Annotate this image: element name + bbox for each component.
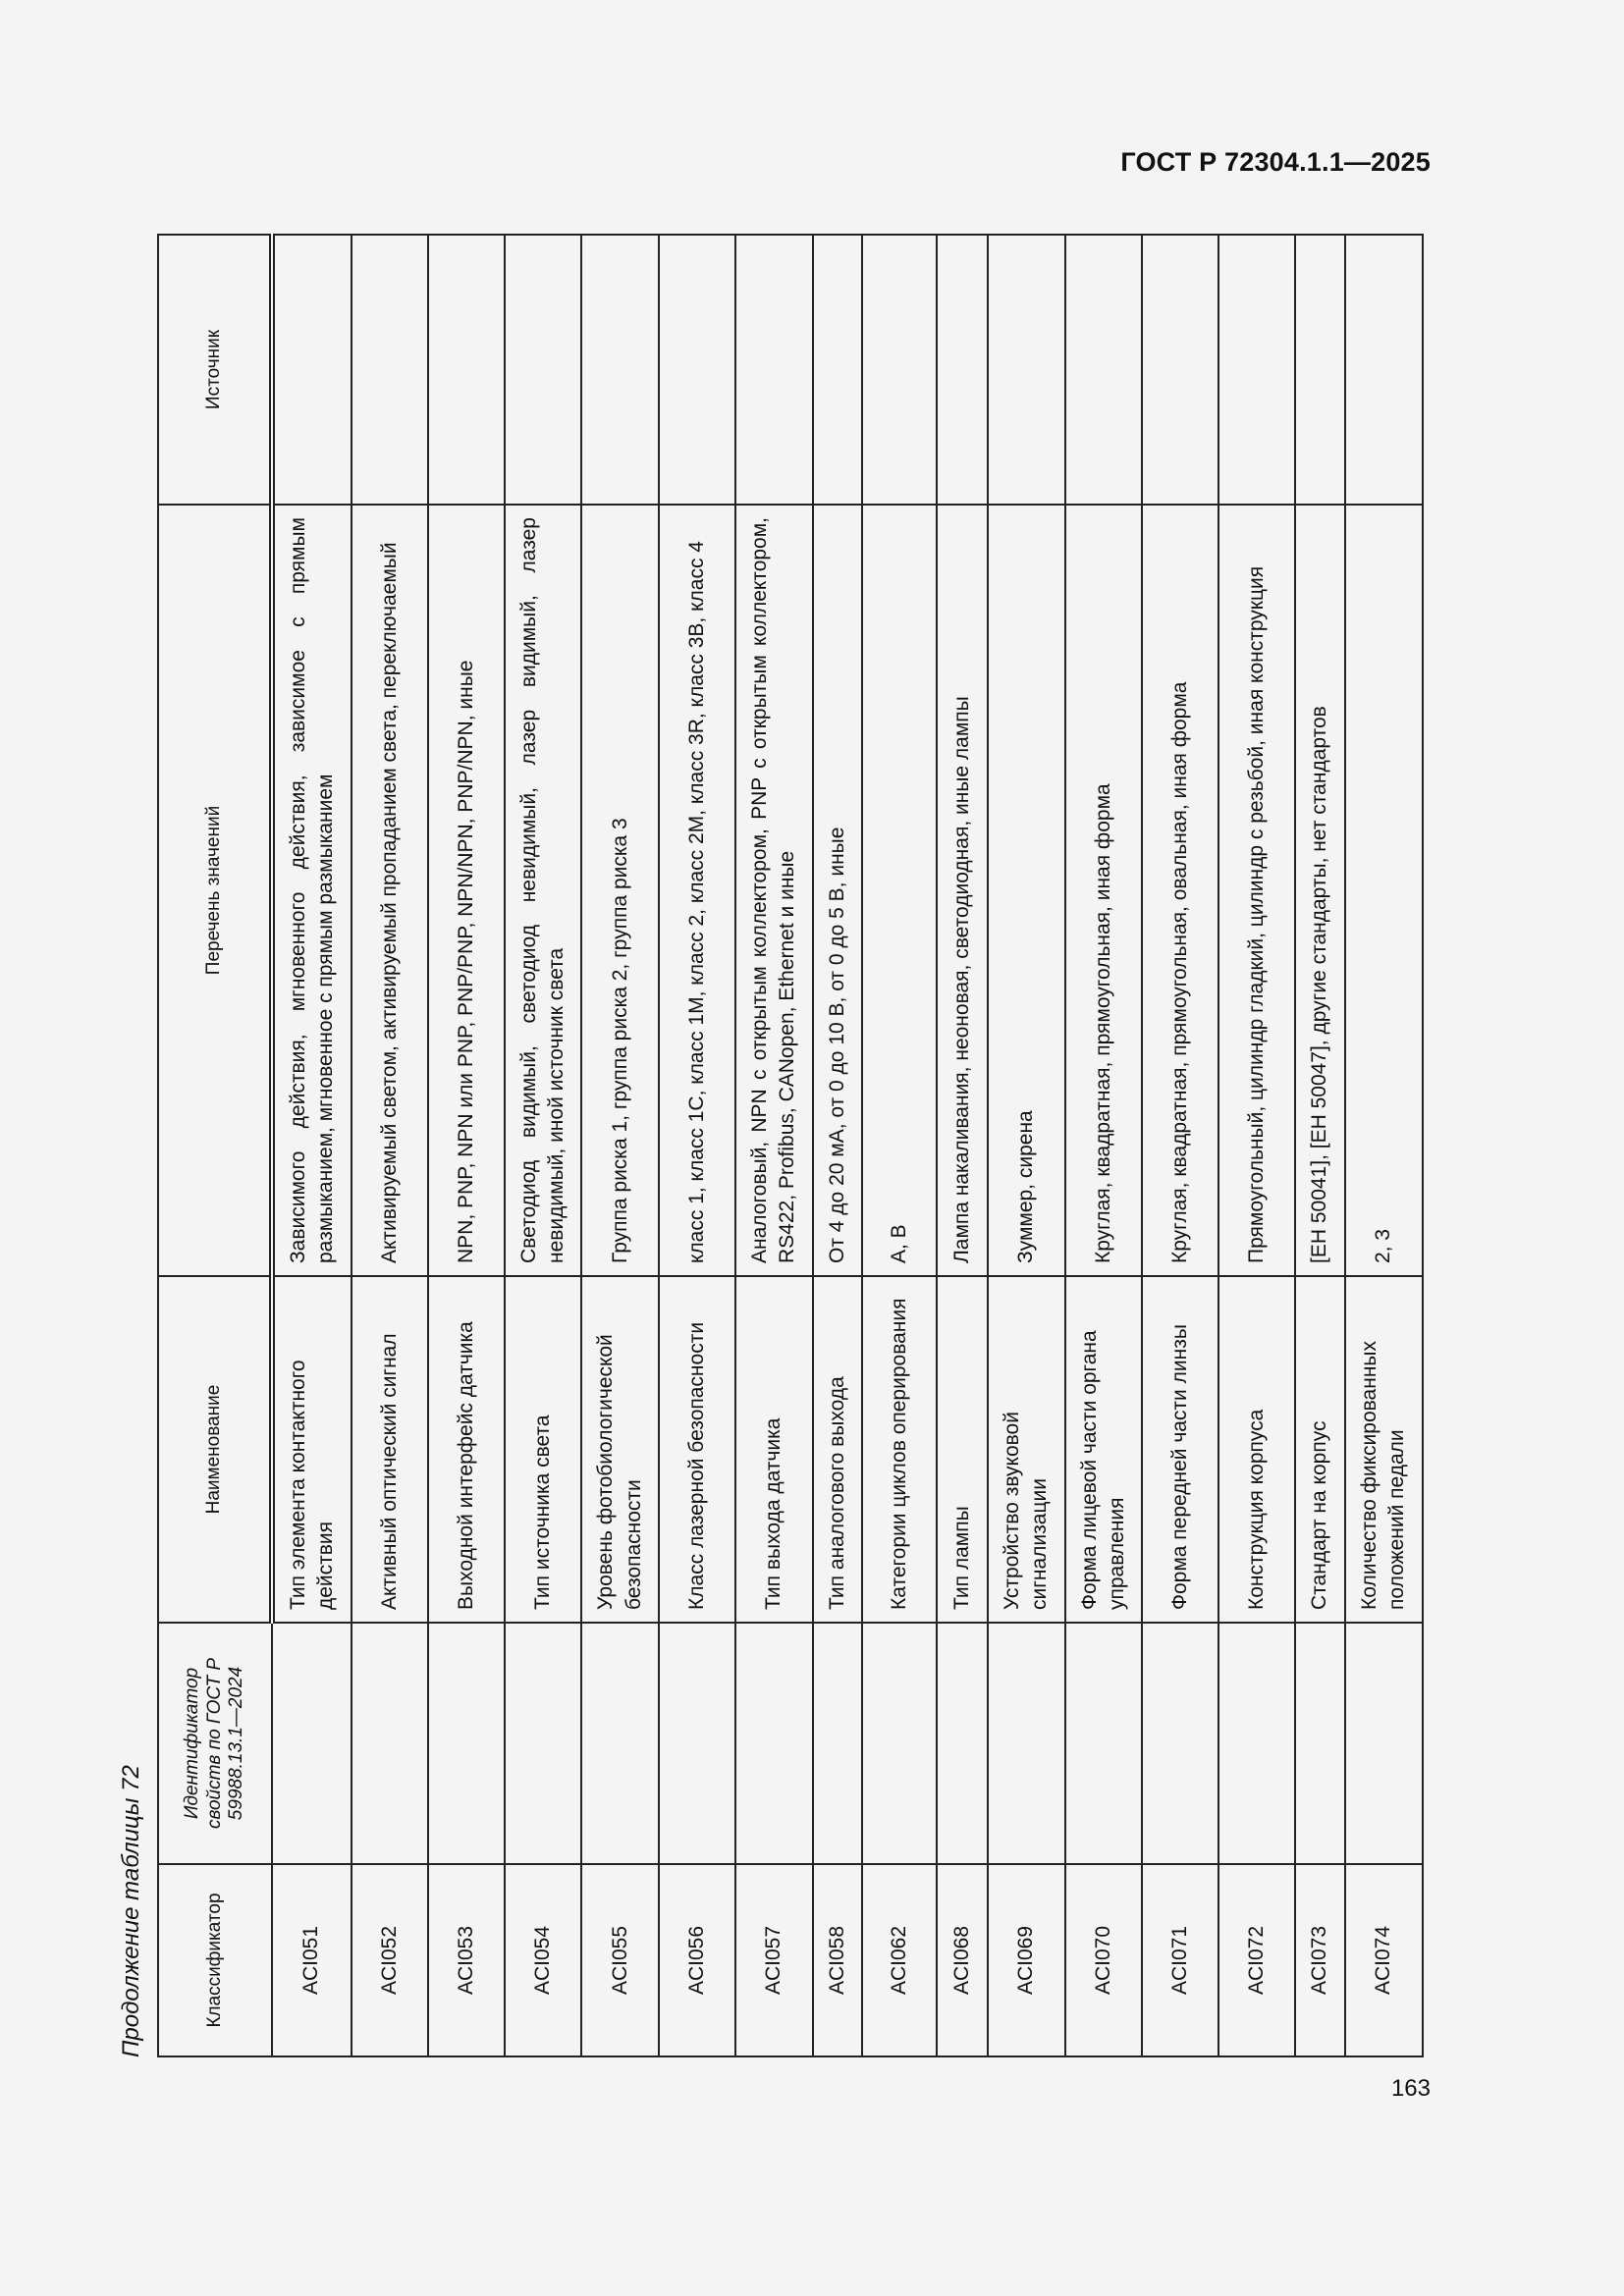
header-values: Перечень значений xyxy=(158,505,272,1276)
classifier-cell: ACI056 xyxy=(659,1864,735,2056)
table-row xyxy=(659,235,735,2056)
classifier-cell: ACI053 xyxy=(428,1864,505,2056)
table-row xyxy=(1142,235,1218,2056)
classifier-cell: ACI051 xyxy=(272,1864,352,2056)
source-cell xyxy=(428,235,505,505)
identifier-cell xyxy=(1345,1623,1423,1864)
classifier-cell: ACI055 xyxy=(581,1864,659,2056)
header-identifier: Идентификатор свойств по ГОСТ Р 59988.13.1—2024 xyxy=(158,1623,272,1864)
source-cell xyxy=(1345,235,1423,505)
source-cell xyxy=(659,235,735,505)
identifier-cell xyxy=(735,1623,813,1864)
identifier-cell xyxy=(505,1623,582,1864)
header-name: Наименование xyxy=(158,1276,272,1623)
values-cell: [ЕН 50041], [ЕН 50047], другие стандарты, нет стандартов xyxy=(1295,505,1344,1276)
identifier-cell xyxy=(1295,1623,1344,1864)
document-standard-header: ГОСТ Р 72304.1.1—2025 xyxy=(1120,147,1431,177)
values-cell: Зуммер, сирена xyxy=(988,505,1065,1276)
source-cell xyxy=(1065,235,1143,505)
header-classifier: Классификатор xyxy=(158,1864,272,2056)
name-cell: Тип лампы xyxy=(937,1276,988,1623)
classifier-cell: ACI070 xyxy=(1065,1864,1143,2056)
name-cell: Активный оптический сигнал xyxy=(352,1276,428,1623)
values-cell: 2, 3 xyxy=(1345,505,1423,1276)
name-cell: Выходной интерфейс датчика xyxy=(428,1276,505,1623)
source-cell xyxy=(272,235,352,505)
source-cell xyxy=(1142,235,1218,505)
source-cell xyxy=(581,235,659,505)
source-cell xyxy=(937,235,988,505)
classifier-cell: ACI069 xyxy=(988,1864,1065,2056)
name-cell: Уровень фотобиологической безопасности xyxy=(581,1276,659,1623)
classifier-cell: ACI054 xyxy=(505,1864,582,2056)
identifier-cell xyxy=(937,1623,988,1864)
name-cell: Количество фиксированных положений педали xyxy=(1345,1276,1423,1623)
source-cell xyxy=(862,235,937,505)
source-cell xyxy=(813,235,862,505)
identifier-cell xyxy=(352,1623,428,1864)
name-cell: Устройство звуковой сигнализации xyxy=(988,1276,1065,1623)
classifier-cell: ACI073 xyxy=(1295,1864,1344,2056)
source-cell xyxy=(352,235,428,505)
values-cell: От 4 до 20 мА, от 0 до 10 В, от 0 до 5 В, иные xyxy=(813,505,862,1276)
values-cell: класс 1, класс 1С, класс 1М, класс 2, класс 2М, класс 3R, класс 3В, класс 4 xyxy=(659,505,735,1276)
table-row xyxy=(428,235,505,2056)
table-row xyxy=(581,235,659,2056)
table-row xyxy=(937,235,988,2056)
name-cell: Тип источника света xyxy=(505,1276,582,1623)
identifier-cell xyxy=(272,1623,352,1864)
identifier-cell xyxy=(813,1623,862,1864)
page-number: 163 xyxy=(1390,2075,1431,2102)
name-cell: Форма лицевой части органа управления xyxy=(1065,1276,1143,1623)
table-row xyxy=(1295,235,1344,2056)
classifier-cell: ACI072 xyxy=(1218,1864,1295,2056)
identifier-cell xyxy=(1142,1623,1218,1864)
table-row xyxy=(862,235,937,2056)
name-cell: Конструкция корпуса xyxy=(1218,1276,1295,1623)
values-cell: A, B xyxy=(862,505,937,1276)
values-cell: NPN, PNP, NPN или PNP, PNP/PNP, NPN/NPN, PNP/NPN, иные xyxy=(428,505,505,1276)
table-row xyxy=(1345,235,1423,2056)
values-cell: Группа риска 1, группа риска 2, группа риска 3 xyxy=(581,505,659,1276)
header-source: Источник xyxy=(158,235,272,505)
classifier-cell: ACI068 xyxy=(937,1864,988,2056)
classifier-cell: ACI052 xyxy=(352,1864,428,2056)
name-cell: Тип выхода датчика xyxy=(735,1276,813,1623)
table-row xyxy=(272,235,352,2056)
name-cell: Стандарт на корпус xyxy=(1295,1276,1344,1623)
table-row xyxy=(1065,235,1143,2056)
classifier-cell: ACI074 xyxy=(1345,1864,1423,2056)
table-row xyxy=(735,235,813,2056)
identifier-cell xyxy=(428,1623,505,1864)
table-row xyxy=(813,235,862,2056)
source-cell xyxy=(505,235,582,505)
values-cell: Лампа накаливания, неоновая, светодиодная, иные лампы xyxy=(937,505,988,1276)
source-cell xyxy=(735,235,813,505)
values-cell: Круглая, квадратная, прямоугольная, иная форма xyxy=(1065,505,1143,1276)
name-cell: Тип элемента контактного действия xyxy=(272,1276,352,1623)
name-cell: Форма передней части линзы xyxy=(1142,1276,1218,1623)
properties-table xyxy=(157,234,1424,2057)
identifier-cell xyxy=(988,1623,1065,1864)
identifier-cell xyxy=(862,1623,937,1864)
classifier-cell: ACI062 xyxy=(862,1864,937,2056)
classifier-cell: ACI057 xyxy=(735,1864,813,2056)
identifier-cell xyxy=(659,1623,735,1864)
table-row xyxy=(505,235,582,2056)
values-cell: Зависимого действия, мгновенного действия, зависимое с прямым размыканием, мгновенное с прямым размыканием xyxy=(272,505,352,1276)
table-row xyxy=(1218,235,1295,2056)
rotated-table-region xyxy=(118,10,1492,2071)
name-cell: Класс лазерной безопасности xyxy=(659,1276,735,1623)
values-cell: Активируемый светом, активируемый пропаданием света, переключаемый xyxy=(352,505,428,1276)
source-cell xyxy=(1218,235,1295,505)
table-row xyxy=(988,235,1065,2056)
identifier-cell xyxy=(1065,1623,1143,1864)
values-cell: Светодиод видимый, светодиод невидимый, лазер видимый, лазер невидимый, иной источник света xyxy=(505,505,582,1276)
name-cell: Тип аналогового выхода xyxy=(813,1276,862,1623)
source-cell xyxy=(1295,235,1344,505)
values-cell: Круглая, квадратная, прямоугольная, овальная, иная форма xyxy=(1142,505,1218,1276)
table-caption: Продолжение таблицы 72 xyxy=(118,1765,144,2057)
source-cell xyxy=(988,235,1065,505)
identifier-cell xyxy=(581,1623,659,1864)
table-header-row xyxy=(158,235,272,2056)
values-cell: Аналоговый, NPN с открытым коллектором, PNP с открытым коллектором, RS422, Profibus, CANopen, Ethernet и иные xyxy=(735,505,813,1276)
values-cell: Прямоугольный, цилиндр гладкий, цилиндр с резьбой, иная конструкция xyxy=(1218,505,1295,1276)
table-row xyxy=(352,235,428,2056)
classifier-cell: ACI071 xyxy=(1142,1864,1218,2056)
classifier-cell: ACI058 xyxy=(813,1864,862,2056)
name-cell: Категории циклов оперирования xyxy=(862,1276,937,1623)
identifier-cell xyxy=(1218,1623,1295,1864)
